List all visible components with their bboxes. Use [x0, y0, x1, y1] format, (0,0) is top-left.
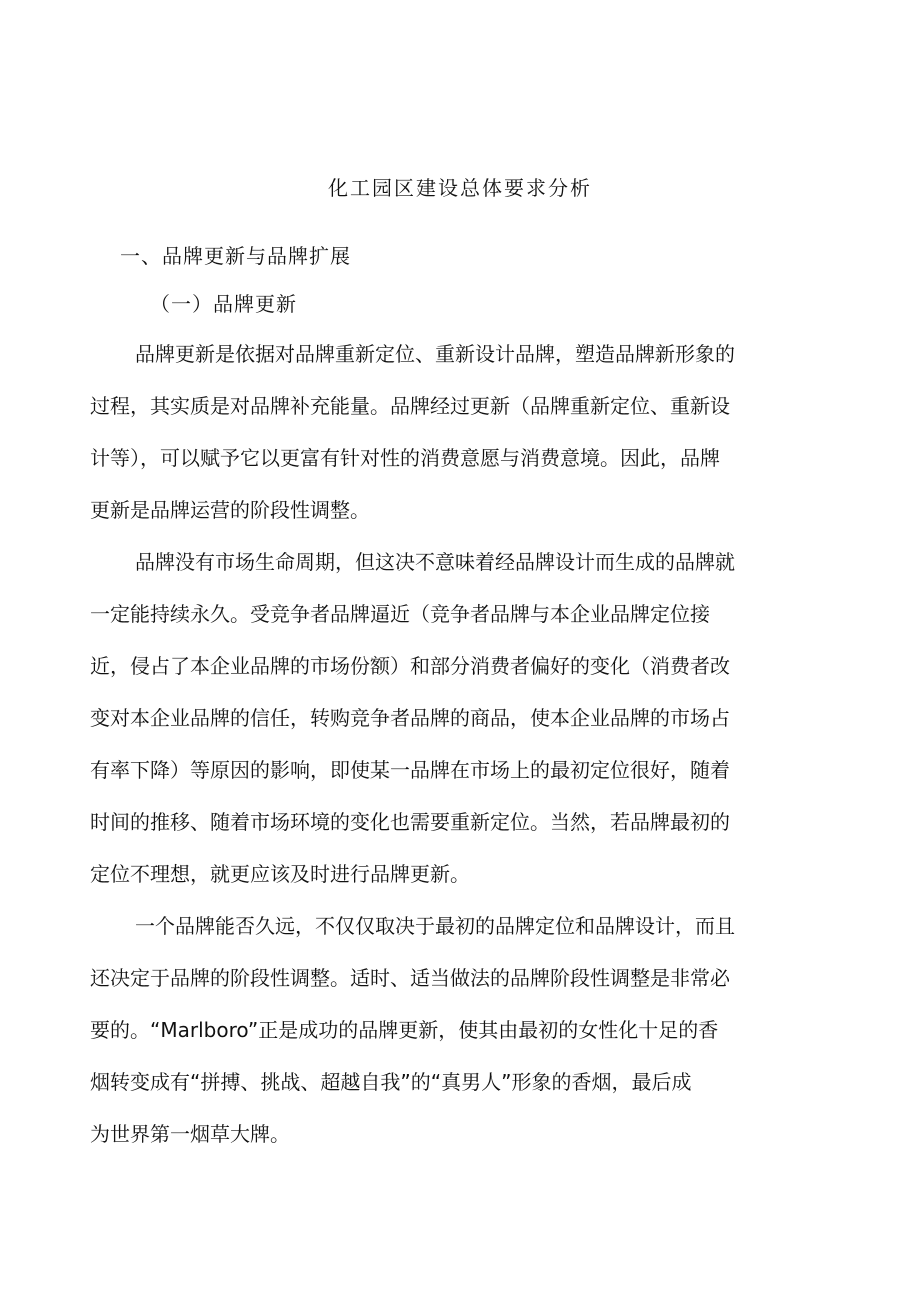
paragraph-line: 一定能持续永久。受竞争者品牌逼近（竞争者品牌与本企业品牌定位接 [90, 602, 710, 626]
paragraph-line: 烟转变成有“拼搏、挑战、超越自我”的“真男人”形象的香烟，最后成 [90, 1070, 692, 1094]
paragraph-3 [90, 900, 830, 1160]
document-title: 化工园区建设总体要求分析 [328, 176, 592, 200]
paragraph-line: 为世界第一烟草大牌。 [90, 1122, 290, 1146]
paragraph-line: 品牌更新是依据对品牌重新定位、重新设计品牌，塑造品牌新形象的 [135, 342, 735, 366]
paragraph-line: 变对本企业品牌的信任，转购竞争者品牌的商品，使本企业品牌的市场占 [90, 706, 730, 730]
paragraph-line: 时间的推移、随着市场环境的变化也需要重新定位。当然，若品牌最初的 [90, 810, 730, 834]
paragraph-line: 还决定于品牌的阶段性调整。适时、适当做法的品牌阶段性调整是非常必 [90, 966, 730, 990]
paragraph-1 [90, 328, 830, 536]
section-heading: 一、品牌更新与品牌扩展 [120, 244, 351, 268]
paragraph-line: 近，侵占了本企业品牌的市场份额）和部分消费者偏好的变化（消费者改 [90, 654, 730, 678]
paragraph-line: 定位不理想，就更应该及时进行品牌更新。 [90, 862, 470, 886]
paragraph-line: 要的。“Marlboro”正是成功的品牌更新，使其由最初的女性化十足的香 [90, 1018, 719, 1042]
paragraph-2 [90, 536, 830, 900]
paragraph-line: 计等），可以赋予它以更富有针对性的消费意愿与消费意境。因此，品牌 [90, 446, 720, 470]
paragraph-line: 更新是品牌运营的阶段性调整。 [90, 498, 370, 522]
paragraph-line: 一个品牌能否久远，不仅仅取决于最初的品牌定位和品牌设计，而且 [135, 914, 735, 938]
paragraph-line: 过程，其实质是对品牌补充能量。品牌经过更新（品牌重新定位、重新设 [90, 394, 730, 418]
paragraph-line: 有率下降）等原因的影响，即使某一品牌在市场上的最初定位很好，随着 [90, 758, 730, 782]
paragraph-line: 品牌没有市场生命周期，但这决不意味着经品牌设计而生成的品牌就 [135, 550, 735, 574]
subsection-heading: （一）品牌更新 [150, 292, 297, 316]
